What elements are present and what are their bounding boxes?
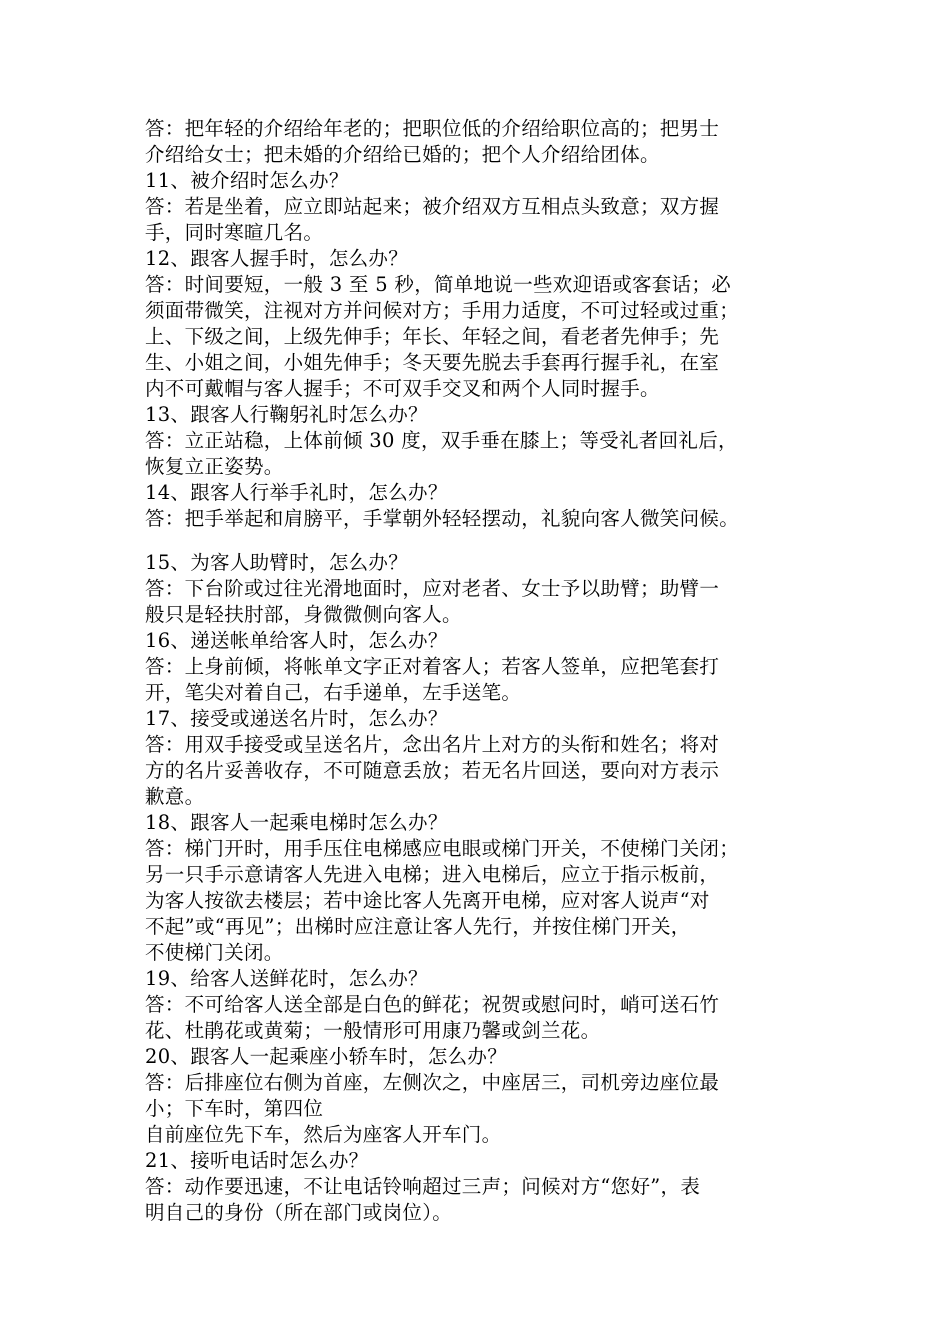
question-heading: 20、跟客人一起乘座小轿车时，怎么办？ <box>145 1045 508 1068</box>
text-line: 须面带微笑，注视对方并问候对方；手用力适度，不可过轻或过重； <box>145 299 740 322</box>
text-line: 答：把年轻的介绍给年老的；把职位低的介绍给职位高的；把男士 <box>145 117 720 140</box>
text-line: 不起”或“再见”；出梯时应注意让客人先行，并按住梯门开关， <box>145 915 691 938</box>
question-heading: 15、为客人助臂时，怎么办？ <box>145 551 409 574</box>
text-line: 内不可戴帽与客人握手；不可双手交叉和两个人同时握手。 <box>145 377 660 400</box>
text-line: 答：把手举起和肩膀平，手掌朝外轻轻摆动，礼貌向客人微笑问候。 <box>145 507 740 530</box>
question-heading: 13、跟客人行鞠躬礼时怎么办？ <box>145 403 428 426</box>
text-line: 答：用双手接受或呈送名片，念出名片上对方的头衔和姓名；将对 <box>145 733 720 756</box>
text-line: 手，同时寒暄几名。 <box>145 221 324 244</box>
question-heading: 12、跟客人握手时，怎么办？ <box>145 247 409 270</box>
text-line: 自前座位先下车，然后为座客人开车门。 <box>145 1123 502 1146</box>
text-line: 答：下台阶或过往光滑地面时，应对老者、女士予以助臂；助臂一 <box>145 577 720 600</box>
text-line: 明自己的身份（所在部门或岗位）。 <box>145 1201 453 1224</box>
text-line: 另一只手示意请客人先进入电梯；进入电梯后，应立于指示板前， <box>145 863 720 886</box>
text-line: 不使梯门关闭。 <box>145 941 284 964</box>
question-heading: 17、接受或递送名片时，怎么办？ <box>145 707 448 730</box>
text-line: 答：梯门开时，用手压住电梯感应电眼或梯门开关，不使梯门关闭； <box>145 837 740 860</box>
text-line: 小；下车时，第四位 <box>145 1097 324 1120</box>
text-line: 答：立正站稳，上体前倾 30 度，双手垂在膝上；等受礼者回礼后， <box>145 429 738 452</box>
text-line: 答：动作要迅速，不让电话铃响超过三声；问候对方“您好”，表 <box>145 1175 701 1198</box>
text-line: 花、杜鹃花或黄菊；一般情形可用康乃馨或剑兰花。 <box>145 1019 601 1042</box>
text-line: 答：若是坐着，应立即站起来；被介绍双方互相点头致意；双方握 <box>145 195 720 218</box>
question-heading: 21、接听电话时怎么办？ <box>145 1149 369 1172</box>
text-line: 答：上身前倾，将帐单文字正对着客人；若客人签单，应把笔套打 <box>145 655 720 678</box>
text-line: 为客人按欲去楼层；若中途比客人先离开电梯，应对客人说声“对 <box>145 889 710 912</box>
blank-gap <box>145 532 825 550</box>
text-line: 生、小姐之间，小姐先伸手；冬天要先脱去手套再行握手礼，在室 <box>145 351 720 374</box>
text-line: 答：不可给客人送全部是白色的鲜花；祝贺或慰问时，峭可送石竹 <box>145 993 720 1016</box>
question-heading: 19、给客人送鲜花时，怎么办？ <box>145 967 428 990</box>
text-line: 答：时间要短，一般 3 至 5 秒，简单地说一些欢迎语或客套话；必 <box>145 273 732 296</box>
question-heading: 16、递送帐单给客人时，怎么办？ <box>145 629 448 652</box>
question-heading: 11、被介绍时怎么办？ <box>145 169 349 192</box>
document-body <box>145 116 825 1226</box>
text-line: 开，笔尖对着自己，右手递单，左手送笔。 <box>145 681 522 704</box>
question-heading: 14、跟客人行举手礼时，怎么办？ <box>145 481 448 504</box>
text-line: 介绍给女士；把未婚的介绍给已婚的；把个人介绍给团体。 <box>145 143 660 166</box>
text-line: 歉意。 <box>145 785 205 808</box>
text-line: 方的名片妥善收存，不可随意丢放；若无名片回送，要向对方表示 <box>145 759 720 782</box>
text-line: 上、下级之间，上级先伸手；年长、年轻之间，看老者先伸手；先 <box>145 325 720 348</box>
text-line: 般只是轻扶肘部，身微微侧向客人。 <box>145 603 462 626</box>
text-line: 恢复立正姿势。 <box>145 455 284 478</box>
text-line: 答：后排座位右侧为首座，左侧次之，中座居三，司机旁边座位最 <box>145 1071 720 1094</box>
question-heading: 18、跟客人一起乘电梯时怎么办？ <box>145 811 448 834</box>
